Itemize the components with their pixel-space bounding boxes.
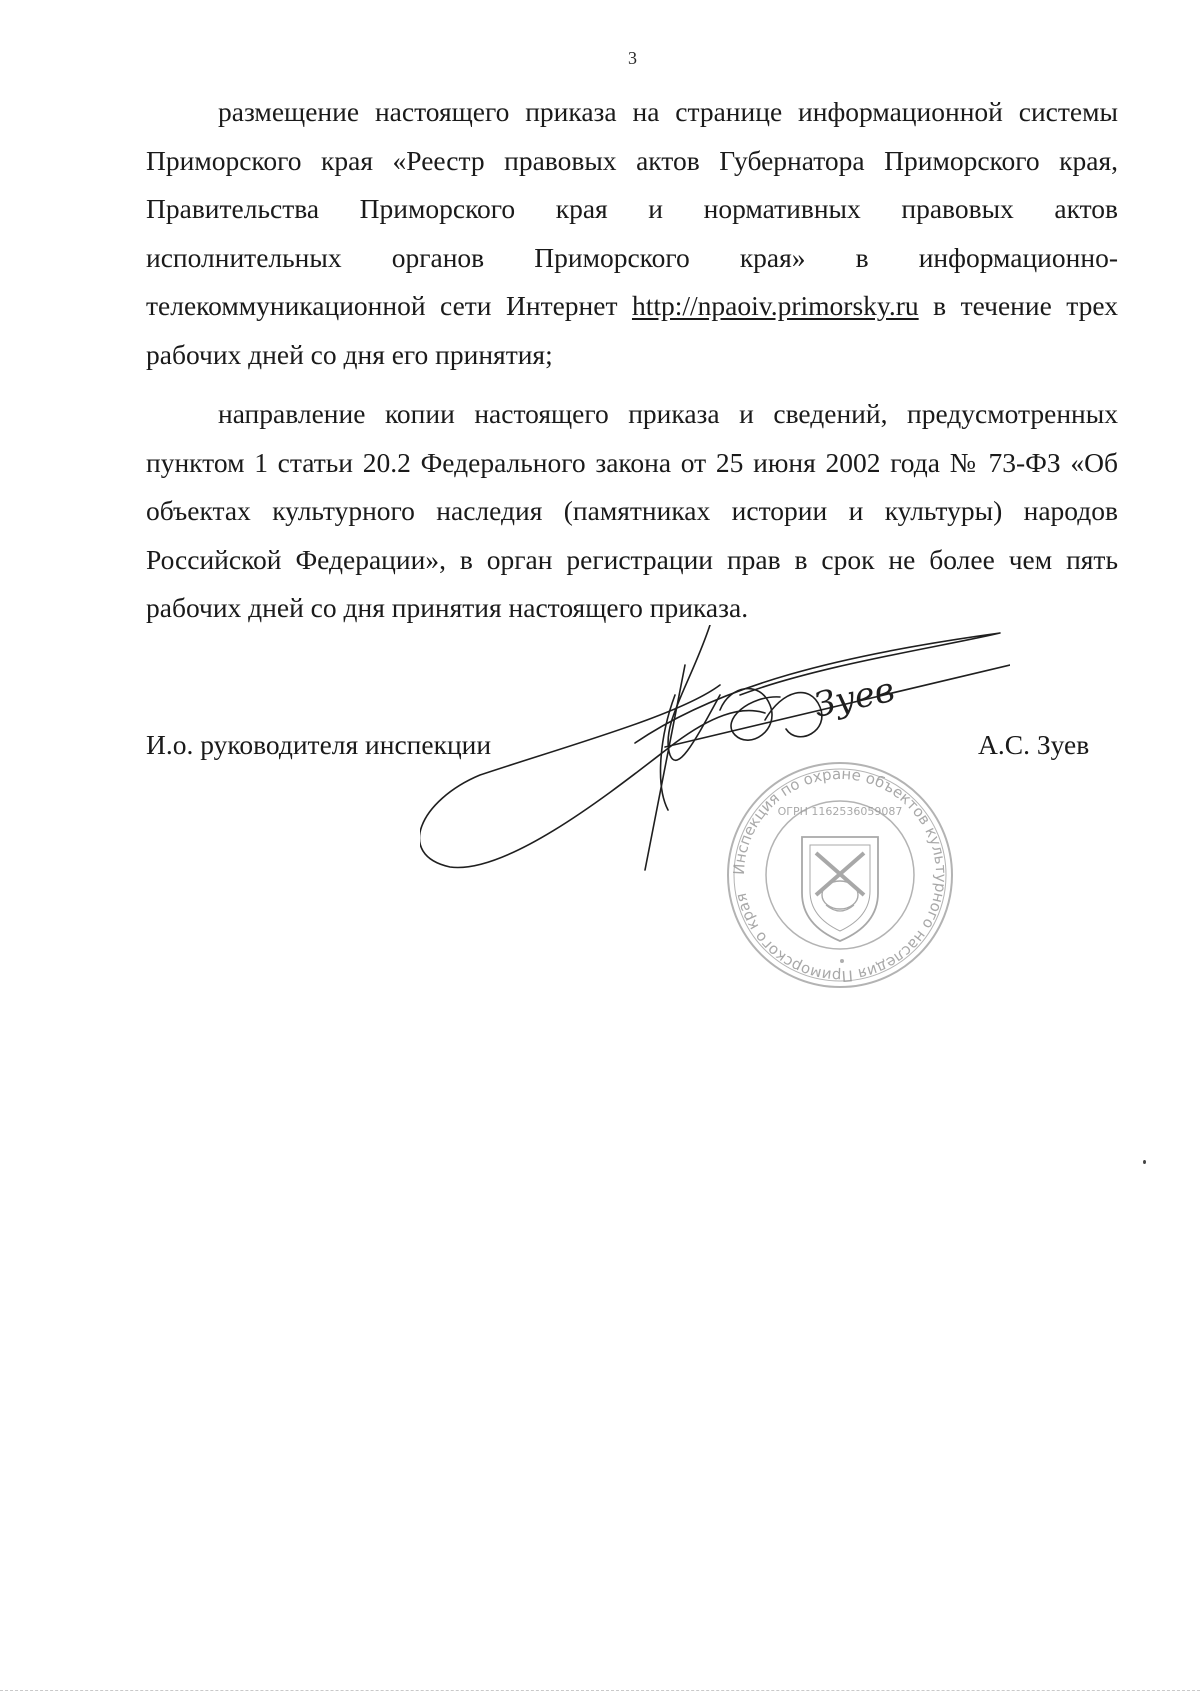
seal-outer-text: Инспекция по охране объектов культурного наследия Приморского края [729, 764, 951, 986]
handwritten-signature [420, 625, 1010, 885]
page-bottom-edge [0, 1690, 1200, 1692]
registry-link[interactable]: http://npaoiv.primorsky.ru [631, 290, 919, 321]
signatory-title: И.о. руководителя инспекции [146, 729, 492, 760]
seal-inner-text: ОГРН 1162536059087 [777, 805, 903, 818]
handwritten-name: Зуев [810, 669, 898, 726]
paragraph-publication-text-start: размещение настоящего приказа на странице информационной системы Приморского края «Реестр правовых актов Губернатора Приморского края, Правительства Приморского края и нормативных правовых актов исполнительных органов Приморского края» в информационно-телекоммуникационной сети Интернет [146, 96, 1118, 321]
paragraph-registration: направление копии настоящего приказа и сведений, предусмотренных пунктом 1 статьи 20.2 Федерального закона от 25 июня 2002 года № 73-ФЗ «Об объектах культурного наследия (памятниках истории и культуры) народов Российской Федерации», в орган регистрации прав в срок не более чем пять рабочих дней со дня принятия настоящего приказа. [146, 398, 1118, 623]
scan-speck [1143, 1160, 1146, 1164]
document-body [146, 88, 1118, 644]
page-number: 3 [628, 48, 637, 68]
paragraph-publication-text-end: в течение трех рабочих дней со дня его принятия; [146, 290, 1118, 370]
signatory-name: А.С. Зуев [978, 729, 1090, 760]
paragraph-publication [146, 88, 1118, 379]
